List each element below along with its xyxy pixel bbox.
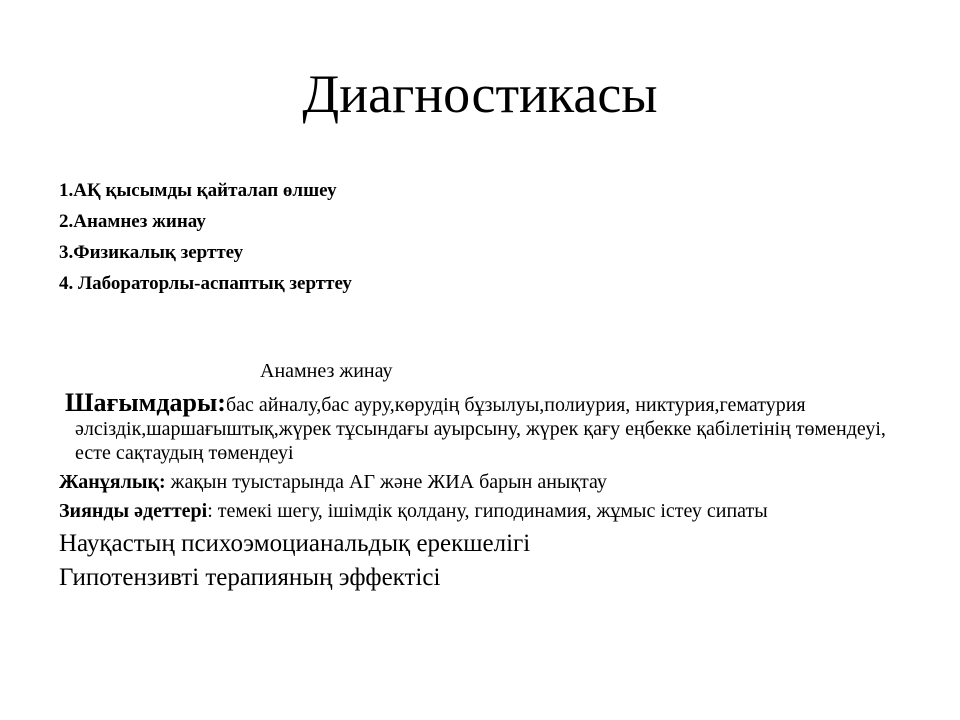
family-history-text: жақын туыстарында АГ және ЖИА барын анықтау (165, 471, 607, 493)
family-history-label: Жанұялық: (59, 471, 166, 493)
anamnesis-content (59, 388, 919, 595)
step-item: 1.АҚ қысымды қайталап өлшеу (59, 180, 337, 201)
harmful-habits-paragraph (59, 499, 919, 523)
harmful-habits-text: : темекі шегу, ішімдік қолдану, гиподинамия, жұмыс істеу сипаты (207, 500, 768, 522)
complaints-text: бас айналу,бас ауру,көрудің бұзылуы,полиурия, никтурия,гематурия әлсіздік,шаршағыштық,жүрек тұсындағы ауырсыну, жүрек қағу еңбекке қабілетінің төмендеуі, есте сақтаудың төмендеуі (75, 394, 886, 464)
anamnesis-heading: Анамнез жинау (260, 360, 393, 382)
family-history-paragraph (59, 470, 919, 494)
step-item: 3.Физикалық зерттеу (59, 242, 244, 263)
complaints-label: Шағымдары: (65, 388, 226, 417)
step-item: 4. Лабораторлы-аспаптық зерттеу (59, 273, 352, 294)
complaints-paragraph (59, 388, 919, 465)
therapy-effect-line: Гипотензивті терапияның эффектісі (59, 564, 441, 591)
harmful-habits-label: Зиянды әдеттері (59, 500, 208, 522)
slide-title: Диагностикасы (302, 64, 658, 124)
step-item: 2.Анамнез жинау (59, 211, 206, 232)
diagnostic-steps-list (59, 175, 859, 299)
psychoemotional-line: Науқастың психоэмоцианальдық ерекшелігі (59, 530, 531, 557)
